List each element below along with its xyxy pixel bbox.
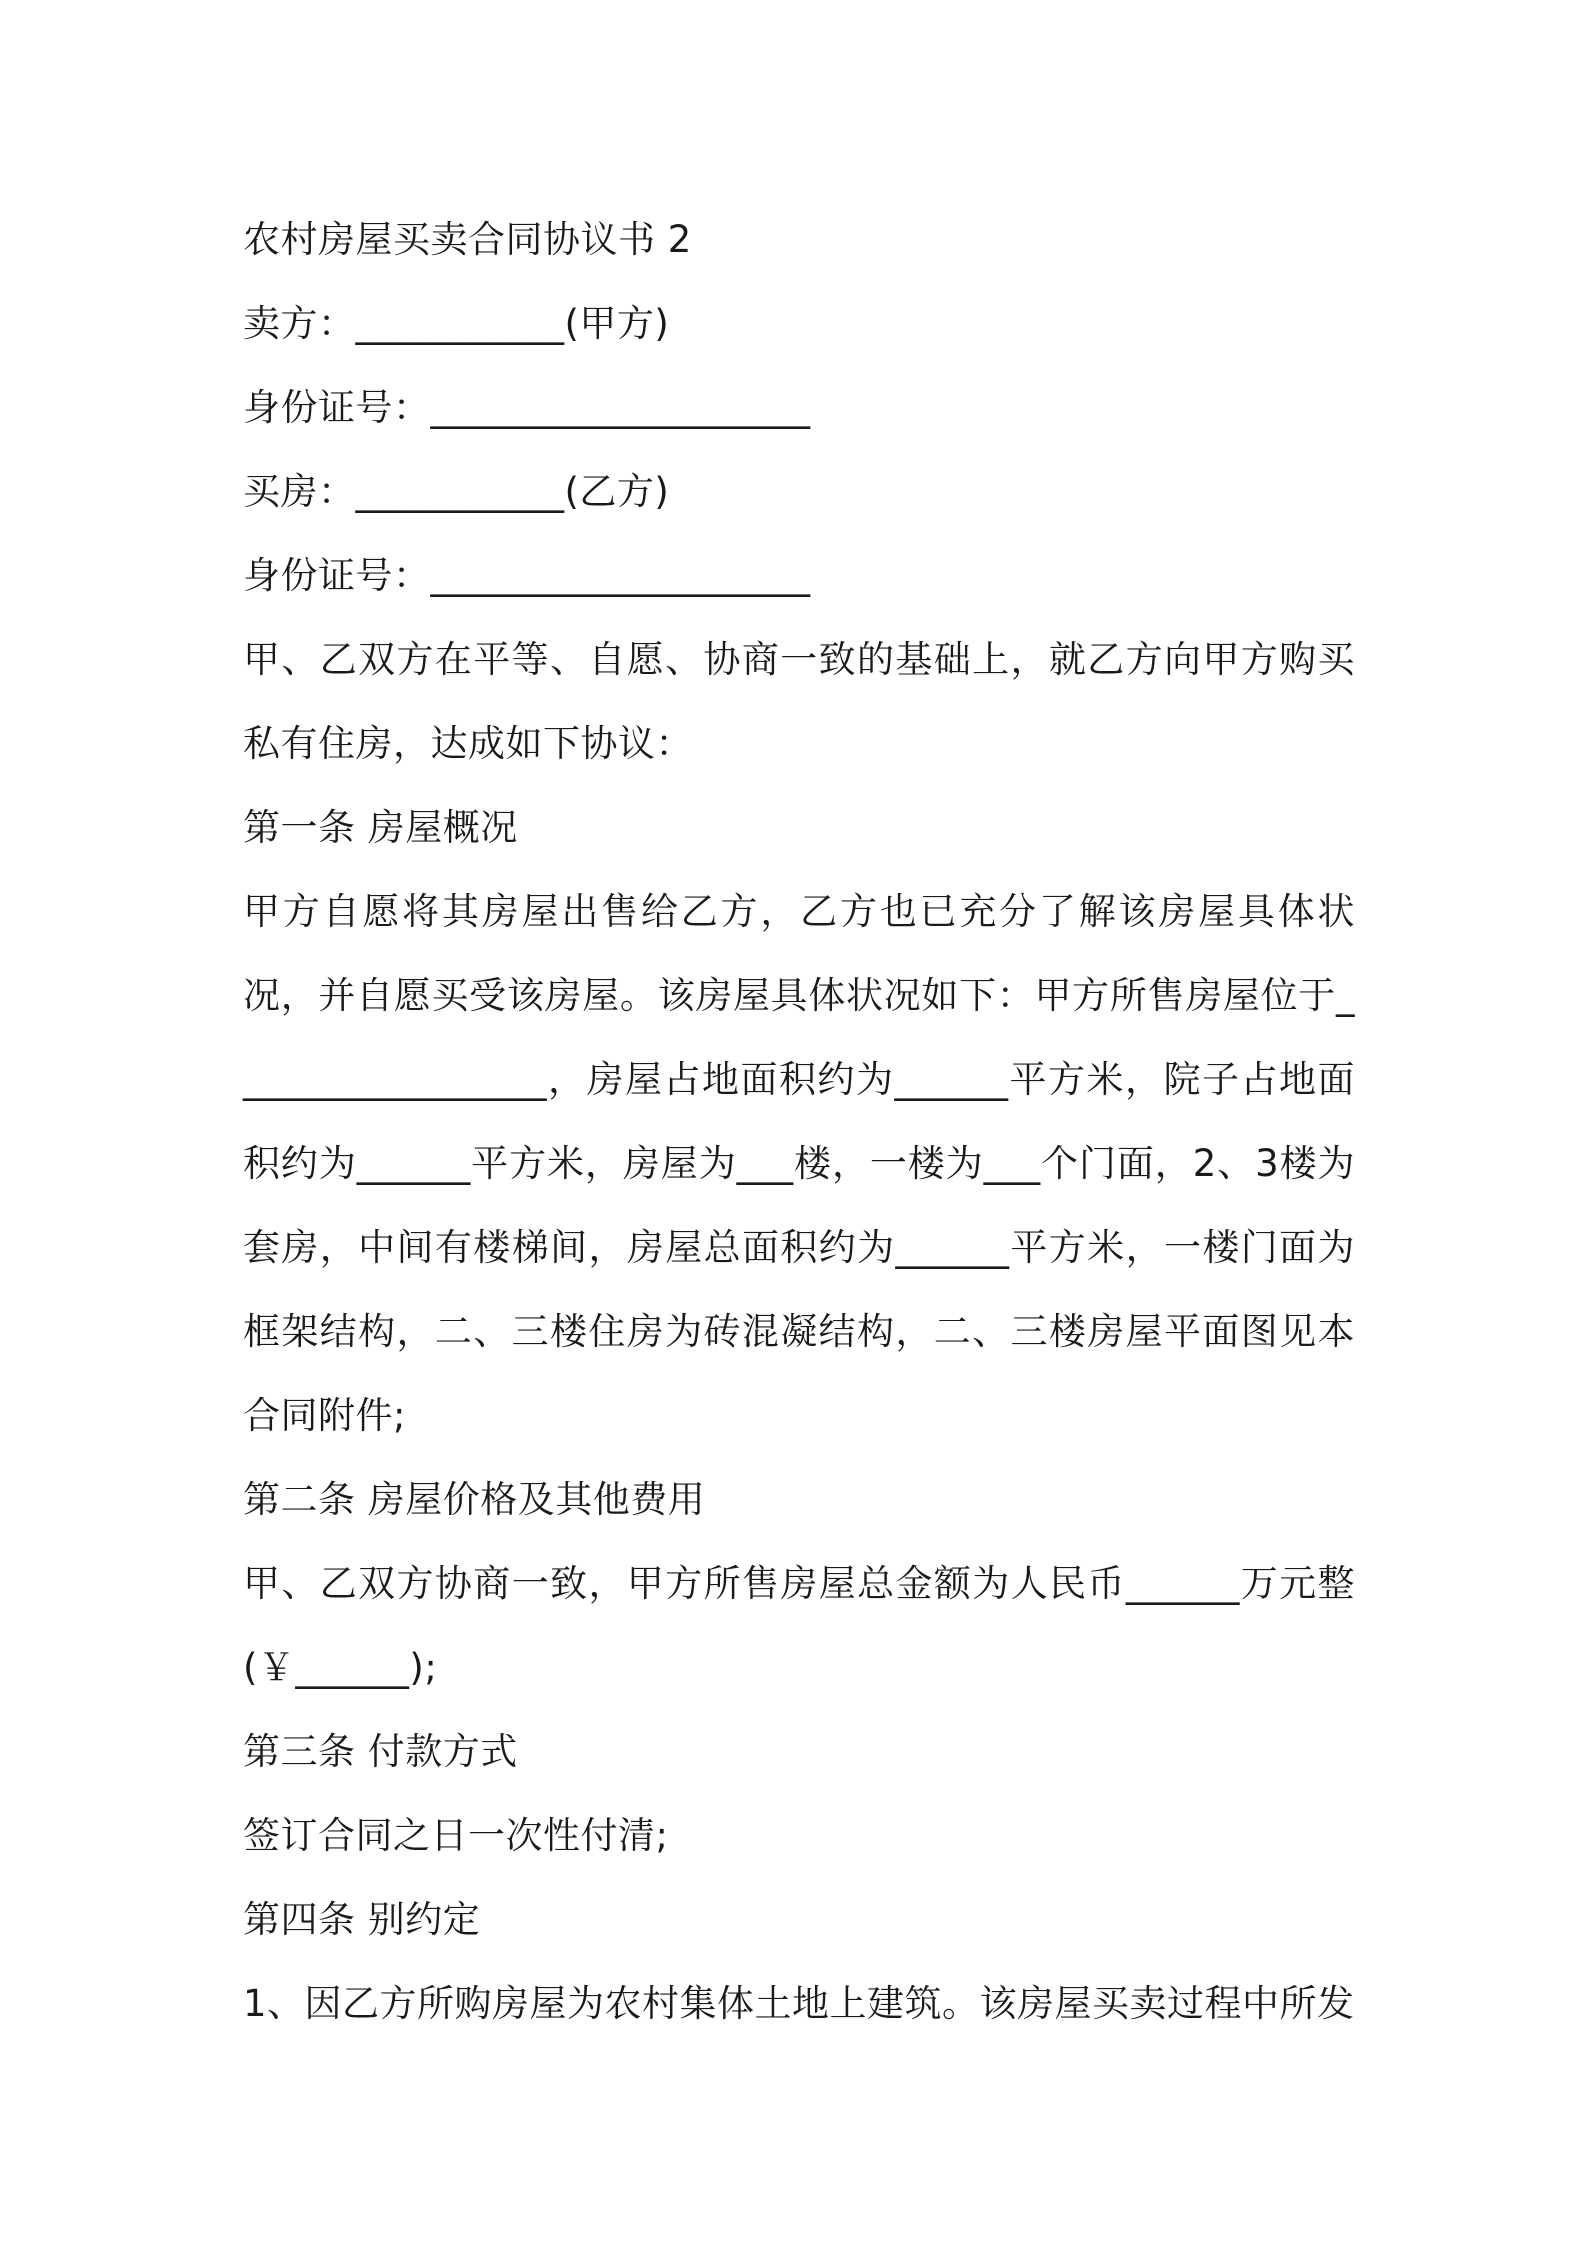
buyer-line: 买房：___________(乙方) [243, 470, 670, 513]
seller-line: 卖方：___________(甲方) [243, 302, 670, 345]
article4-heading: 第四条 别约定 [243, 1898, 481, 1941]
article2-heading: 第二条 房屋价格及其他费用 [243, 1478, 706, 1521]
article3-heading: 第三条 付款方式 [243, 1730, 518, 1773]
seller-id-line: 身份证号：____________________ [243, 386, 811, 429]
article1-paragraph: 甲方自愿将其房屋出售给乙方，乙方也已充分了解该房屋具体状况，并自愿买受该房屋。该房屋具体状况如下：甲方所售房屋位于_________________，房屋占地面积约为______平方米，院子占地面积约为______平方米，房屋为___楼，一楼为___个门面，2、3楼为套房，中间有楼梯间，房屋总面积约为______平方米，一楼门面为框架结构，二、三楼住房为砖混凝结构，二、三楼房屋平面图见本合同附件; [243, 890, 1355, 1437]
article1-heading: 第一条 房屋概况 [243, 806, 518, 849]
preamble-paragraph: 甲、乙双方在平等、自愿、协商一致的基础上，就乙方向甲方购买私有住房，达成如下协议： [243, 638, 1355, 765]
buyer-id-line: 身份证号：____________________ [243, 554, 811, 597]
article3-paragraph: 签订合同之日一次性付清; [243, 1814, 669, 1857]
document-title: 农村房屋买卖合同协议书 2 [243, 218, 692, 261]
article4-item1: 1、因乙方所购房屋为农村集体土地上建筑。该房屋买卖过程中所发 [243, 1982, 1355, 2025]
document-body [243, 198, 1355, 2046]
article2-paragraph: 甲、乙双方协商一致，甲方所售房屋总金额为人民币______万元整(￥______); [243, 1562, 1355, 1689]
